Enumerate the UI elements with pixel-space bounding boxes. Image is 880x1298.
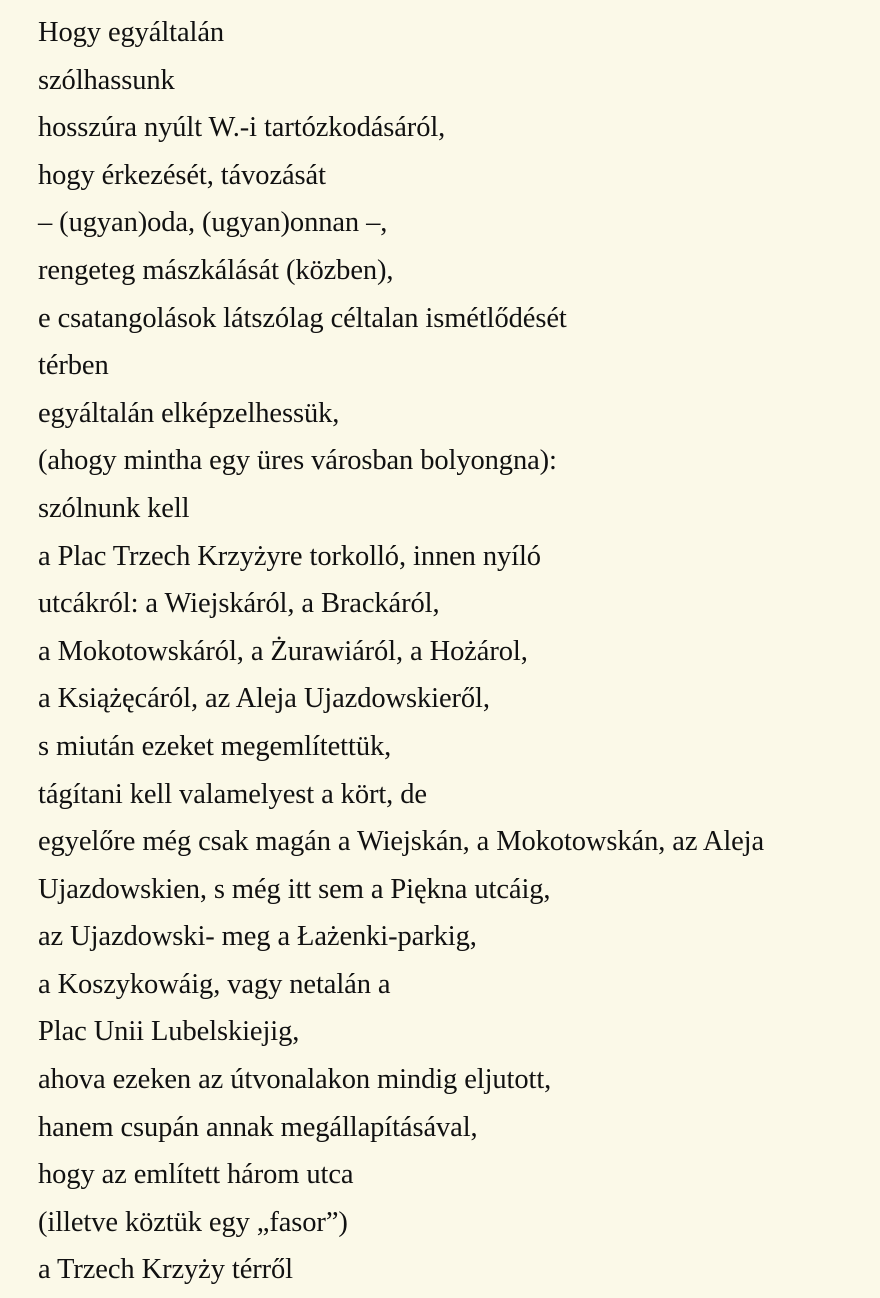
text-line: – (ugyan)oda, (ugyan)onnan –, (38, 207, 388, 239)
text-line: (illetve köztük egy „fasor”) (38, 1206, 348, 1238)
text-line: a Trzech Krzyży térről (38, 1254, 293, 1286)
text-line: az Ujazdowski- meg a Łażenki-parkig, (38, 921, 477, 953)
text-line: szólhassunk (38, 64, 175, 96)
text-line: szólnunk kell (38, 492, 190, 524)
text-line: hogy érkezését, távozását (38, 159, 326, 191)
text-line: hogy az említett három utca (38, 1159, 354, 1191)
text-line: ahova ezeken az útvonalakon mindig eljutott, (38, 1064, 552, 1096)
text-line: Hogy egyáltalán (38, 17, 225, 48)
text-line: egyelőre még csak magán a Wiejskán, a Mokotowskán, az Aleja (38, 826, 765, 858)
text-line: s miután ezeket megemlítettük, (38, 730, 392, 762)
text-line: (ahogy mintha egy üres városban bolyongna): (38, 445, 557, 477)
text-line: egyáltalán elképzelhessük, (38, 397, 340, 429)
poem-text (38, 9, 873, 1294)
text-line: hosszúra nyúlt W.-i tartózkodásáról, (38, 112, 446, 144)
text-line: Ujazdowskien, s még itt sem a Piękna utcáig, (38, 873, 551, 905)
text-line: térben (38, 350, 109, 382)
text-line: hanem csupán annak megállapításával, (38, 1111, 478, 1143)
text-line: a Plac Trzech Krzyżyre torkolló, innen nyíló (38, 540, 541, 572)
text-line: rengeteg mászkálását (közben), (38, 254, 394, 286)
text-line: a Mokotowskáról, a Żurawiáról, a Hożárol, (38, 635, 528, 667)
text-line: e csatangolások látszólag céltalan ismétlődését (38, 302, 567, 334)
text-line: utcákról: a Wiejskáról, a Brackáról, (38, 588, 440, 620)
text-line: a Koszykowáig, vagy netalán a (38, 968, 391, 1000)
text-line: Plac Unii Lubelskiejig, (38, 1016, 300, 1048)
text-line: a Książęcáról, az Aleja Ujazdowskieről, (38, 683, 490, 715)
text-line: tágítani kell valamelyest a kört, de (38, 778, 427, 810)
